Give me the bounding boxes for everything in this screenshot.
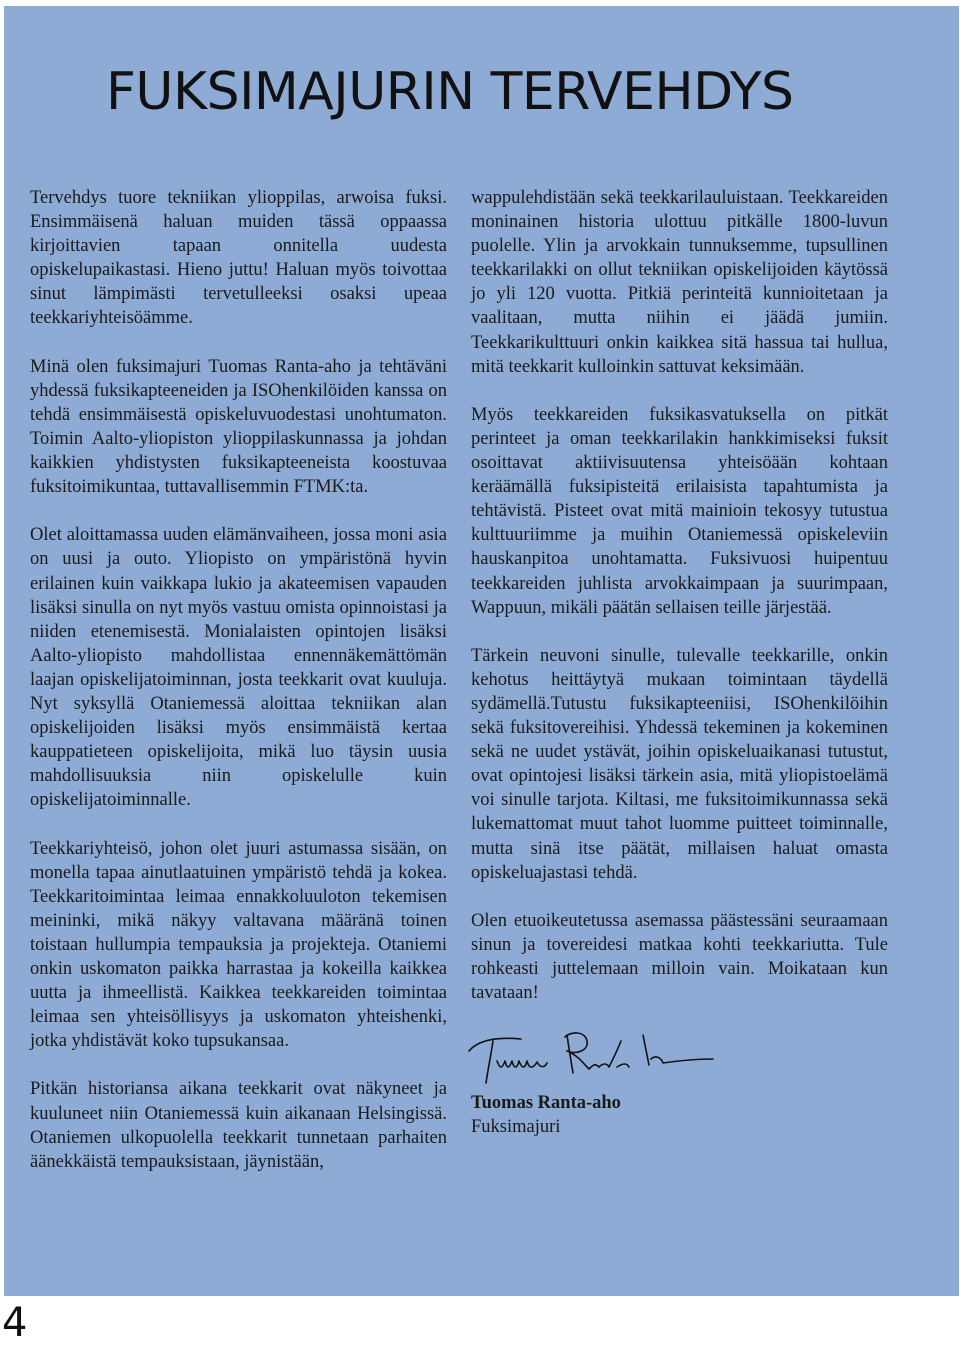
right-column: [471, 186, 888, 1139]
paragraph: Myös teekkareiden fuksikasvatuksella on pitkät perinteet ja oman teekkarilakin hankkimiseksi fuksit osoittavat aktiivisuutensa yhteisöään kohtaan keräämällä fuksipisteitä erilaisista tapahtumista ja tehtävistä. Pisteet ovat mitä mainioin tekosyy tutustua kulttuuriimme ja muihin Otaniemessä opiskeleviin hauskanpitoa unohtamatta. Fuksivuosi huipentuu teekkareiden juhlista arvokkaimpaan ja suurimpaan, Wappuun, mikäli päätän sellaisen teille järjestää.: [471, 404, 888, 618]
paragraph: wappulehdistään sekä teekkarilauluistaan. Teekkareiden moninainen historia ulottuu pitkälle 1800-luvun puolelle. Ylin ja arvokkain tunnuksemme, tupsullinen teekkarilakki on ollut tekniikan opiskelijoiden käytössä jo yli 120 vuotta. Pitkiä perinteitä kunnioitetaan ja vaalitaan, mutta niihin ei jäädä jumiin. Teekkarikulttuuri onkin kaikkea sitä hassua tai hullua, mitä teekkarit kulloinkin sattuvat keksimään.: [471, 188, 888, 377]
signature-role: Fuksimajuri: [471, 1117, 561, 1138]
page-number: 4: [2, 1300, 28, 1346]
paragraph: Tervehdys tuore tekniikan ylioppilas, arwoisa fuksi. Ensimmäisenä haluan muiden tässä oppaassa kirjoittavien tapaan onnitella uudesta opiskelupaikastasi. Hieno juttu! Haluan myös toivottaa sinut lämpimästi tervetulleeksi osaksi upeaa teekkariyhteisöämme.: [30, 188, 447, 329]
paragraph: Olen etuoikeutetussa asemassa päästessäni seuraamaan sinun ja tovereidesi matkaa kohti teekkariutta. Tule rohkeasti juttelemaan milloin vain. Moikataan kun tavataan!: [471, 910, 888, 1004]
signature-name: Tuomas Ranta-aho: [471, 1093, 621, 1114]
page-title: FUKSIMAJURIN TERVEHDYS: [106, 62, 794, 122]
left-column: [30, 186, 447, 1198]
paragraph: Tärkein neuvoni sinulle, tulevalle teekkarille, onkin kehotus heittäytyä mukaan toimintaan täydellä sydämellä.Tutustu fuksikapteeniisi, ISOhenkilöihin sekä fuksitovereihisi. Yhdessä tekeminen ja kokeminen sekä ne uudet ystävät, joihin opiskeluaikanasi tutustut, ovat opintojesi lisäksi tärkein asia, mitä yliopistoelämä voi sinulle tarjota. Kiltasi, me fuksitoimikunnassa sekä lukemattomat muut tahot luomme puitteet toiminnalle, mutta sinä itse päätät, millaisen haluat omasta opiskeluajastasi tehdä.: [471, 645, 888, 883]
paragraph: Teekkariyhteisö, johon olet juuri astumassa sisään, on monella tapaa ainutlaatuinen ympäristö tehdä ja kokea. Teekkaritoimintaa leimaa ennakkoluuloton tekemisen meininki, mikä näkyy valtavana määränä toinen toistaan hullumpia tempauksia ja projekteja. Otaniemi onkin uskomaton paikka harrastaa ja kokeilla kaikkea uutta ja ihmeellistä. Kaikkea teekkareiden toimintaa leimaa sen yhteisöllisyys ja uskomaton yhteishenki, jotka yhdistävät koko tupsukansaa.: [30, 838, 447, 1052]
handwritten-signature: [467, 1029, 717, 1091]
paragraph: Pitkän historiansa aikana teekkarit ovat näkyneet ja kuuluneet niin Otaniemessä kuin aikanaan Helsingissä. Otaniemen ulkopuolella teekkarit tunnetaan parhaiten äänekkäistä tempauksistaan, jäynistään,: [30, 1079, 447, 1172]
paragraph: Minä olen fuksimajuri Tuomas Ranta-aho ja tehtäväni yhdessä fuksikapteeneiden ja ISOhenkilöiden kanssa on tehdä ensimmäisestä opiskeluvuodestasi unohtumaton. Toimin Aalto-yliopiston ylioppilaskunnassa ja johdan kaikkien yhdistysten fuksikapteeneista koostuvaa fuksitoimikuntaa, tuttavallisemmin FTMK:ta.: [30, 356, 447, 498]
paragraph: Olet aloittamassa uuden elämänvaiheen, jossa moni asia on uusi ja outo. Yliopisto on ympäristönä hyvin erilainen kuin vaikkapa lukio ja akateemisen vapauden lisäksi sinulla on nyt myös vastuu omista opinnoistasi ja niiden etenemisestä. Monialaisten opintojen lisäksi Aalto-yliopisto mahdollistaa ennennäkemättömän laajan opiskelijatoiminnan, josta teekkarit ovat kuuluja. Nyt syksyllä Otaniemessä aloittaa tekniikan alan opiskelijoiden lisäksi myös ensimmäistä kertaa kauppatieteen opiskelijoita, mikä luo täysin uusia mahdollisuuksia niin opiskelulle kuin opiskelijatoiminnalle.: [30, 525, 447, 811]
